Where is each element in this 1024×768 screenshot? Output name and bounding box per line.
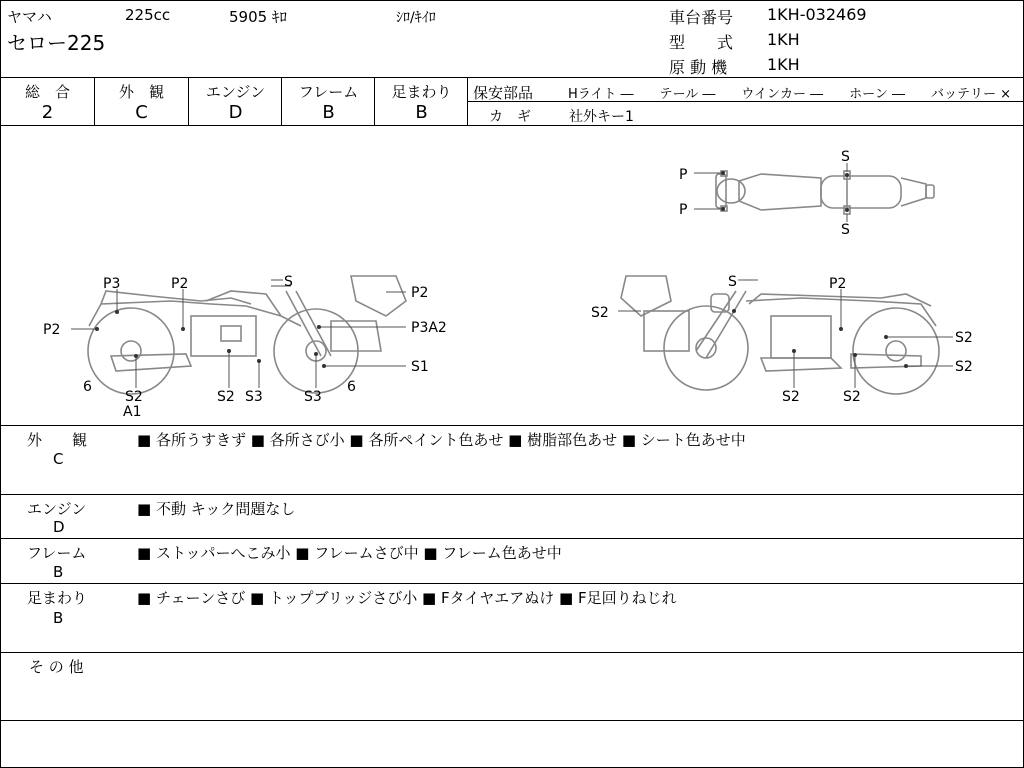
grade-frame-value: B: [322, 102, 335, 123]
displacement: 225cc: [125, 6, 171, 24]
grade-total-label: 総 合: [24, 83, 70, 101]
grade-suspension-value: B: [415, 102, 428, 123]
note-frame-text: ■ ストッパーへこみ小 ■ フレームさび中 ■ フレーム色あせ中: [137, 544, 562, 562]
engine-value: 1KH: [767, 55, 800, 74]
left-label-s2-mid: S2: [217, 389, 235, 405]
note-engine-grade: D: [53, 518, 65, 536]
right-side-bike: [621, 276, 939, 394]
left-label-a1: A1: [123, 404, 142, 420]
chassis-label: 車台番号: [669, 8, 734, 27]
right-label-s2-rear: S2: [955, 330, 973, 346]
note-exterior-grade: C: [53, 450, 64, 468]
right-label-s2-bottom-right: S2: [843, 389, 861, 405]
left-label-p3: P3: [103, 276, 121, 292]
note-suspension-grade: B: [53, 609, 64, 627]
note-engine-text: ■ 不動 キック問題なし: [137, 500, 296, 518]
note-exterior-label: 外 観: [27, 431, 88, 449]
right-label-s2-bottom-left: S2: [782, 389, 800, 405]
top-label-p1: P: [679, 167, 688, 183]
color: ｼﾛ/ｷｲﾛ: [396, 10, 436, 26]
note-exterior-text: ■ 各所うすきず ■ 各所さび小 ■ 各所ペイント色あせ ■ 樹脂部色あせ ■ シート色あせ中: [137, 431, 746, 449]
left-label-s-mirror: S: [284, 274, 293, 290]
left-label-p3a2: P3A2: [411, 320, 447, 336]
left-label-p2-front: P2: [43, 322, 61, 338]
type-value: 1KH: [767, 30, 800, 49]
grade-frame-label: フレーム: [298, 83, 359, 101]
damage-diagram: [1, 126, 1023, 425]
grade-engine-value: D: [228, 102, 243, 123]
right-label-s2-box: S2: [591, 305, 609, 321]
model-name: セロー225: [7, 31, 106, 55]
right-label-s2-rear-low: S2: [955, 359, 973, 375]
left-label-s2-exhaust: S2: [125, 389, 143, 405]
top-label-s-top: S: [841, 149, 850, 165]
grade-suspension-label: 足まわり: [391, 83, 452, 101]
left-label-p2-box: P2: [411, 285, 429, 301]
grade-exterior-label: 外 観: [118, 83, 164, 101]
chassis-value: 1KH-032469: [767, 5, 867, 24]
left-label-s3-mid: S3: [245, 389, 263, 405]
safety-items: Hライト ― テール ― ウインカー ― ホーン ― バッテリー ×: [568, 87, 1012, 102]
note-suspension-text: ■ チェーンさび ■ トップブリッジさび小 ■ Fタイヤエアぬけ ■ F足回りねじれ: [137, 589, 677, 607]
left-label-six-right: 6: [347, 379, 356, 395]
mileage: 5905 ｷﾛ: [229, 8, 287, 26]
top-label-p2: P: [679, 202, 688, 218]
key-label: カ ギ: [489, 109, 531, 125]
left-label-six-left: 6: [83, 379, 92, 395]
note-suspension-label: 足まわり: [27, 589, 88, 607]
maker: ヤマハ: [7, 8, 52, 26]
left-label-s1: S1: [411, 359, 429, 375]
note-engine-label: エンジン: [27, 500, 87, 518]
note-frame-grade: B: [53, 563, 64, 581]
note-other-label: そ の 他: [29, 658, 84, 676]
safety-label: 保安部品: [473, 84, 534, 102]
engine-label: 原 動 機: [669, 58, 728, 77]
grade-total-value: 2: [41, 102, 54, 123]
key-value: 社外キー1: [569, 109, 634, 125]
grade-engine-label: エンジン: [205, 83, 266, 101]
top-view-bike: [716, 171, 934, 214]
grade-exterior-value: C: [135, 102, 148, 123]
right-label-s-mirror: S: [728, 274, 737, 290]
left-label-s3-front: S3: [304, 389, 322, 405]
type-label: 型 式: [669, 33, 734, 52]
note-frame-label: フレーム: [27, 544, 87, 562]
left-label-p2-top: P2: [171, 276, 189, 292]
right-label-p2: P2: [829, 276, 847, 292]
top-label-s-bottom: S: [841, 222, 850, 238]
